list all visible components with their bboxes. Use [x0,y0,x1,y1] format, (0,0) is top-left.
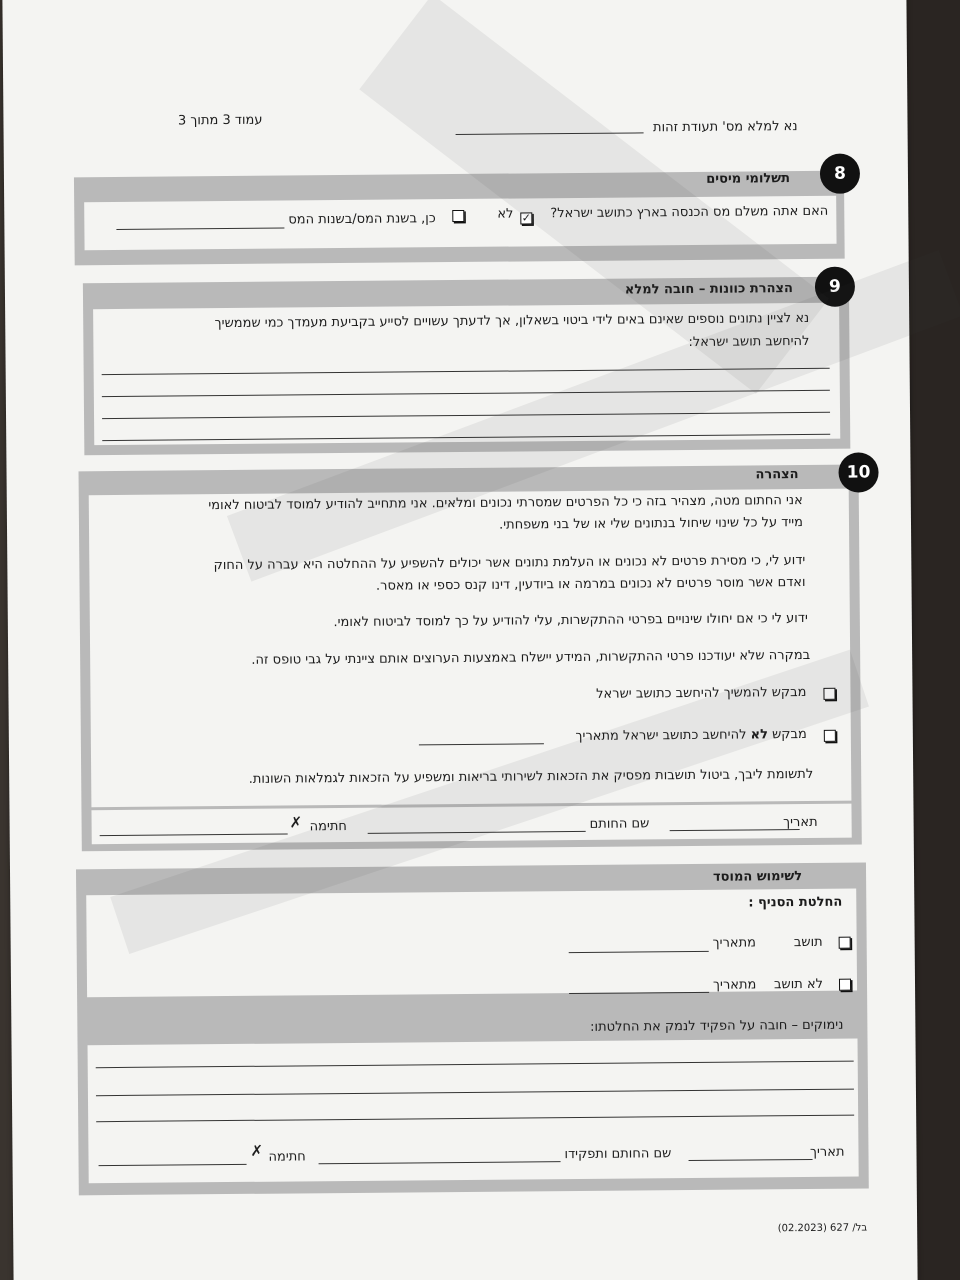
office-signature-label: חתימה [268,1149,306,1165]
decl-name-label: שם החותם [589,816,650,832]
tax-question: האם אתה משלם מס הכנסה בארץ כתושב ישראל? [550,203,829,222]
intent-text-line2: להיחשב תושב ישראל: [688,333,810,350]
nonresident-label: לא תושב [773,976,824,993]
decl-date-label: תאריך [783,814,818,831]
resident-checkbox[interactable] [839,933,851,952]
page-indicator: עמוד 3 מתוך 3 [177,112,263,129]
no-label: לא [497,206,514,222]
continue-resident-checkbox[interactable] [823,684,835,703]
not-resident-suffix: להיחשב כתושב ישראל מתאריך [575,727,747,744]
decl-signature-label: חתימה [309,818,347,835]
declaration-p1-line1: אני החתום מטה, מצהיר בזה כי כל הפרטים שמסרתי נכונים ומלאים. אני מתחייב להודיע למוסד לביטוח לאומי [208,493,803,514]
id-prompt: נא למלא מס' תעודת זהות [652,119,798,136]
intent-text-line1: נא לציין נתונים נוספים שאינם באים לידי ביטוי בשאלון, אך לדעתך עשויים לסייע בקביעת מעמדך כמי שממשיך [214,310,810,332]
declaration-p2-line2: ואדם אשר מוסר פרטים לא נכונים במרמה או ביודעין, דינו קנס כספי או מאסר. [375,574,806,594]
not-resident-label [575,727,806,744]
yes-checkbox[interactable] [452,206,464,225]
not-resident-checkbox[interactable] [824,726,836,745]
declaration-p1-line2: מייד על כל שינוי שיחול בנתונים שלי או של בני משפחתי. [499,515,804,533]
section-8-number: 8 [820,153,860,193]
office-signer-label: שם החותם ותפקידו [564,1146,672,1163]
section-10-sign-row [91,804,851,845]
nonresident-checkbox[interactable] [839,975,851,994]
reasons-label: נימוקים – חובה על הפקיד לנמק את החלטתו: [590,1017,844,1035]
nonresident-from-label: מתאריך [712,977,757,993]
resident-from-label: מתאריך [712,935,757,951]
section-9-number: 9 [815,267,855,307]
declaration-p3: ידוע לי כי אם יחולו שינויים בפרטי ההתקשרות, עלי להודיע על כך למוסד לביטוח לאומי. [333,610,808,631]
section-10-title: הצהרה [755,467,799,483]
section-10-number: 10 [838,452,878,492]
continue-resident-label: מבקש להמשיך להיחשב כתושב ישראל [596,684,807,702]
resident-label: תושב [793,934,823,951]
declaration-p2-line1: ידוע לי, כי מסירת פרטים לא נכונים או העלמת נתונים אשר יכולים להשפיע על ההחלטה היא עברה על החוק [213,552,806,574]
no-checkbox[interactable]: ✓ [521,211,531,225]
decl-sign-mark-icon: ✗ [289,813,303,832]
office-sign-mark-icon: ✗ [250,1141,264,1160]
declaration-p4: במקרה שלא יעודכנו פרטי ההתקשרות, המידע יישלח באמצעות הערוצים אותם ציינתי על גבי טופס זה. [251,647,811,668]
declaration-note: לתשומת ליבך, ביטול תושבות מפסיק את הזכאות לשירותי בריאות ומשפיע על הזכאות לגמלאות השונות. [248,766,814,787]
id-number-field[interactable] [456,132,644,135]
not-resident-prefix: מבקש [771,726,807,743]
office-title: לשימוש המוסד [712,869,803,885]
yes-label: כן, בשנת המס/בשנות המס [288,211,436,228]
form-code: בל/ 627 (02.2023) [777,1222,868,1235]
not-resident-bold: לא [750,727,768,743]
section-8-title: תשלומי מיסים [706,171,791,187]
branch-decision-label: החלטת הסניף : [748,894,843,911]
office-date-label: תאריך [809,1144,845,1160]
form-page [2,0,917,1280]
section-9-title: הצהרת כוונות – חובה למלא [624,281,794,298]
